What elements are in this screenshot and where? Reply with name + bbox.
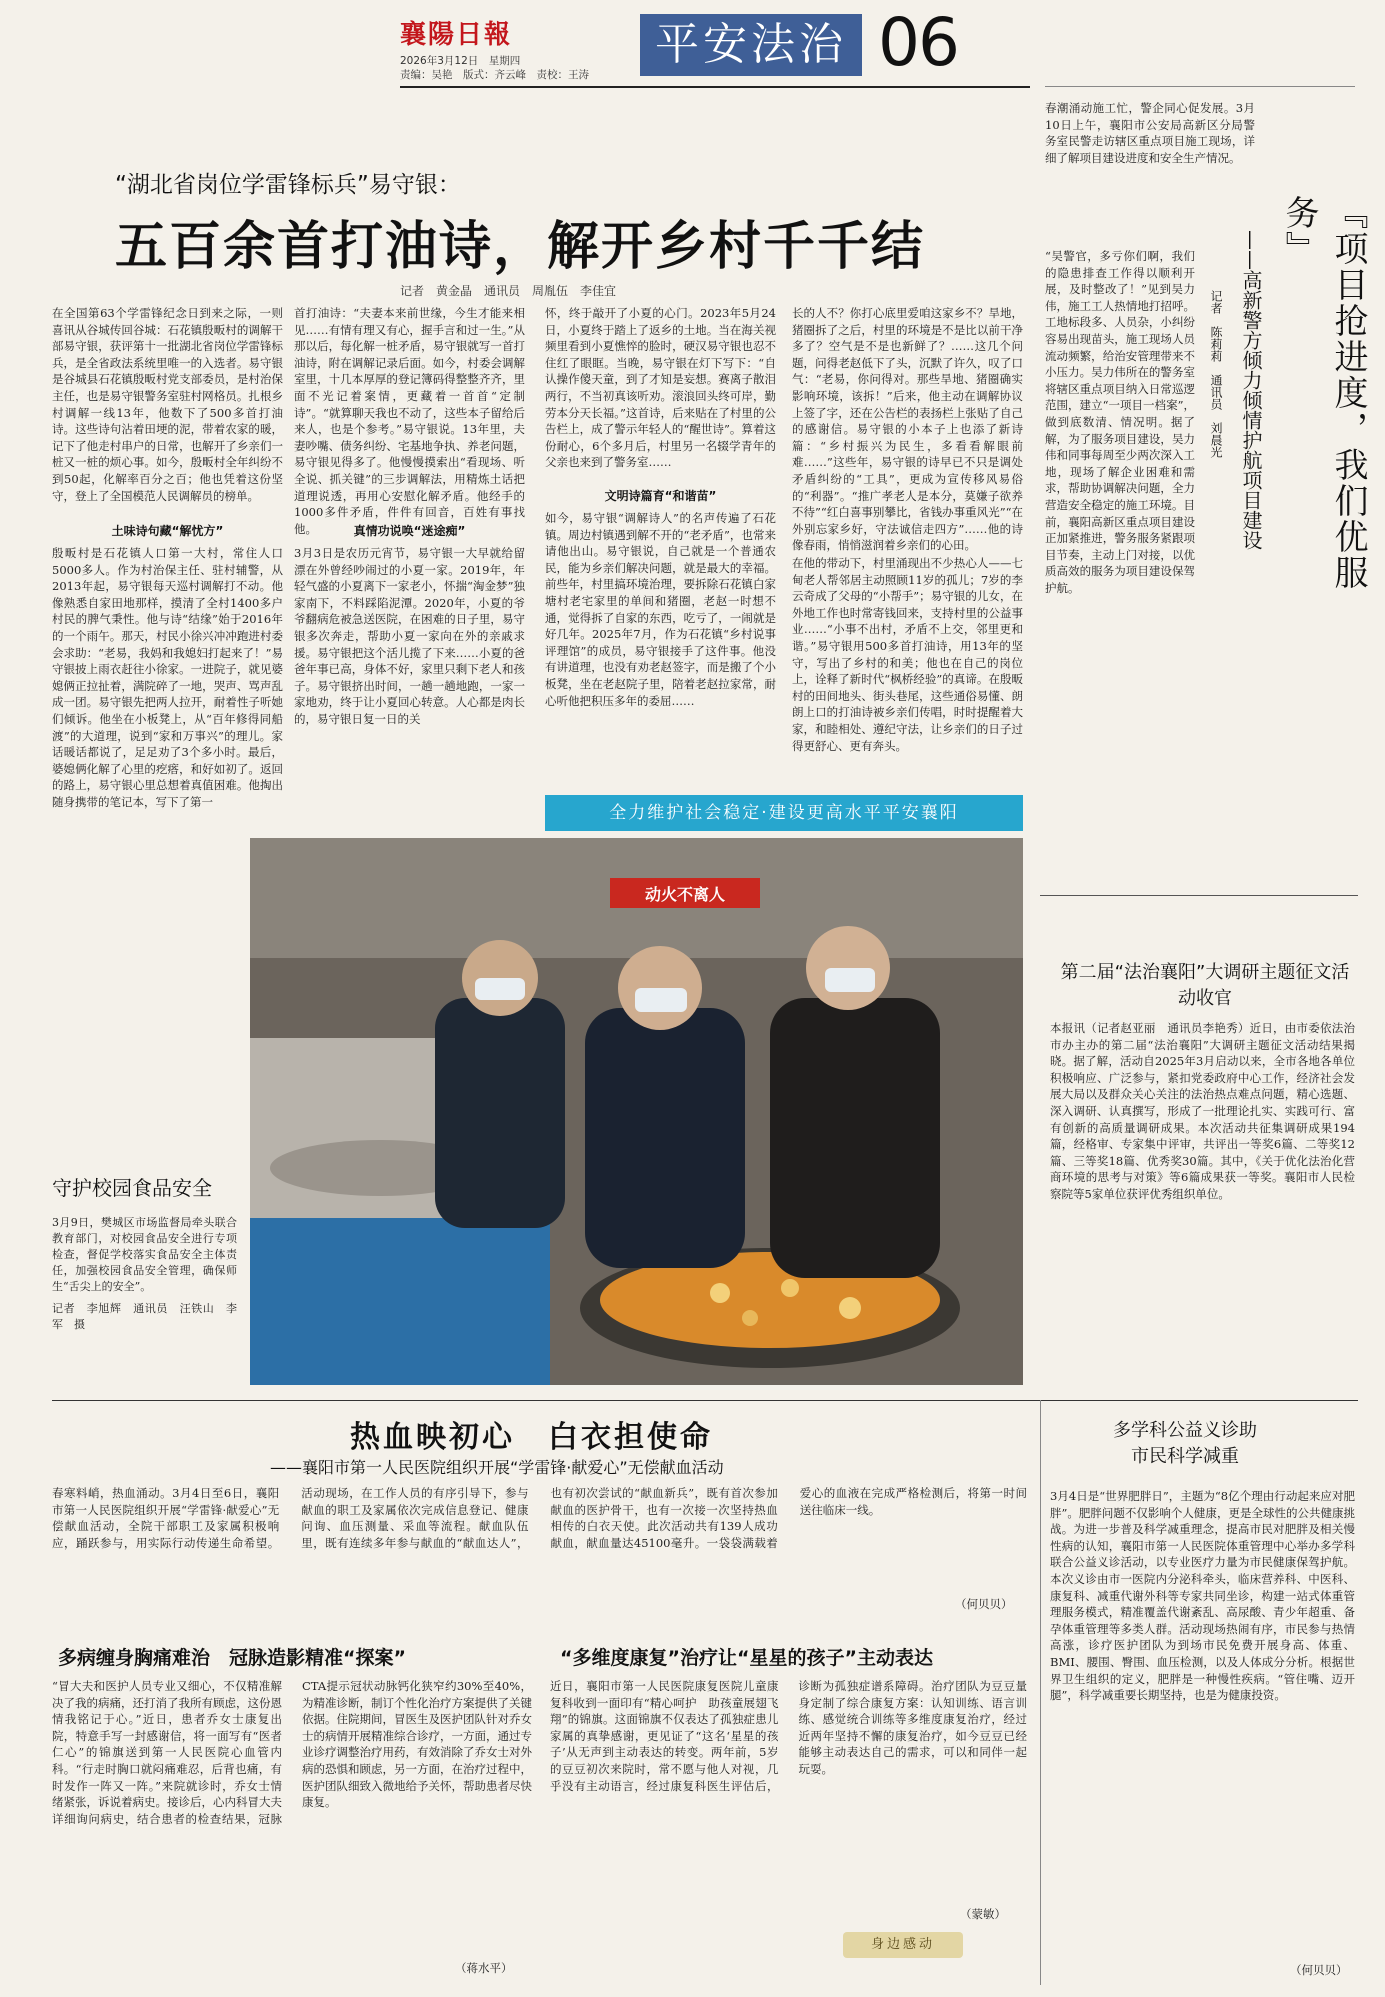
lead-body: 在他的带动下，村里涌现出不少热心人——七甸老人帮邻居主动照顾11岁的孤儿；7岁的李云奇成了父母的“小帮手”；易守银的儿女，在外地工作也时常寄钱回来，支持村里的公益事业……“小事不出村，矛盾不上交，邻里更和谐。”易守银用500多首打油诗，用13年的坚守，写出了乡村的和美；他也在自己的岗位上，诠释了新时代“枫桥经验”的真谛。在殷畈村的田间地头、街头巷尾，这些通俗易懂、朗朗上口的打油诗被乡亲们传唱，时时提醒着大家，和睦相处、遵纪守法，让乡亲们的日子过得更舒心、更有奔头。 bbox=[792, 556, 1023, 753]
blood-drive-subtitle: ——襄阳市第一人民医院组织开展“学雷锋·献爱心”无偿献血活动 bbox=[270, 1458, 724, 1477]
blood-drive-credit: （何贝贝） bbox=[955, 1597, 1013, 1611]
rehab-story-body: 近日，襄阳市第一人民医院康复医院儿童康复科收到一面印有“精心呵护 助孩童展翅飞翔”的锦旗。这面锦旗不仅表达了孤独症患儿家属的真挚感谢，更见证了“这名‘星星的孩子’从无声到主动表达的转变。两年前，5岁的豆豆初次来院时，常不愿与他人对视，几乎没有主动语言，经过康复科医生评估后，诊断为孤独症谱系障碍。治疗团队为豆豆量身定制了综合康复方案：认知训练、语言训练、感觉统合训练等多维度康复治疗，经过近两年坚持不懈的康复治疗，如今豆豆已经能够主动表达自己的需求，可以和同伴一起玩耍。 bbox=[550, 1679, 1027, 1793]
blood-drive-body: 春寒料峭，热血涌动。3月4日至6日，襄阳市第一人民医院组织开展“学雷锋·献爱心”无偿献血活动，全院干部职工及家属积极响应，踊跃参与，用实际行动传递生命希望。活动现场，在工作人员的有序引导下，参与献血的职工及家属依次完成信息登记、健康问询、血压测量、采血等流程。献血队伍里，既有连续多年参与献血的“献血达人”，也有初次尝试的“献血新兵”，既有首次参加献血的医护骨干，也有一次接一次坚持热血相传的白衣天使。此次活动共有139人成功献血，献血量达45100毫升。一袋袋满载着爱心的血液在完成严格检测后，将第一时间送往临床一线。 bbox=[52, 1486, 1027, 1550]
right-story-intro: 春潮涌动施工忙，警企同心促发展。3月10日上午，襄阳市公安局高新区分局警务室民警走访辖区重点项目施工现场，详细了解项目建设进度和安全生产情况。 bbox=[1045, 101, 1255, 165]
issue-meta bbox=[400, 54, 589, 82]
right-story-title: 『项目抢进度，我们优服务』 bbox=[1279, 195, 1368, 591]
blood-drive-title: 热血映初心 白衣担使命 bbox=[350, 1420, 713, 1455]
lead-body: 在全国第63个学雷锋纪念日到来之际，一则喜讯从谷城传回谷城：石花镇殷畈村的调解干部易守银，获评第十一批湖北省岗位学雷锋标兵，是全省政法系统里唯一的入选者。易守银是谷城县石花镇殷畈村党支部委员，是村治保主任，也是易守银警务室驻村网格员。扎根乡村调解一线13年，他数下了500多首打油诗。这些诗句沾着田埂的泥，带着农家的暖，记下了他走村串户的日常，也解开了乡亲们一桩又一桩的烦心事。如今，殷畈村全年纠纷不到50起，化解率百分之百；他也凭着这份坚守，登上了全国模范人民调解员的榜单。 bbox=[52, 306, 283, 503]
page-number: 06 bbox=[878, 4, 958, 81]
photo-caption-block bbox=[52, 1172, 237, 1333]
newspaper-logo: 襄陽日報 bbox=[400, 20, 513, 50]
right-story-credit: 记者 陈莉莉 通讯员 刘晨光 bbox=[1209, 290, 1223, 458]
lead-body: 殷畈村是石花镇人口第一大村，常住人口5000多人。作为村治保主任、驻村辅警，从2013年起，易守银每天巡村调解打不动。他像熟悉自家田地那样，摸清了全村1400多户村民的脾气秉性。他与诗“结缘”始于2016年的一个雨午。那天，村民小徐兴冲冲跑进村委会求助：“老易，我妈和我媳妇打起来了！”易守银披上雨衣赶往小徐家。一进院子，就见婆媳俩正拉扯着，满院碎了一地，哭声、骂声乱成一团。易守银先把两人拉开，耐着性子听她们倾诉。他坐在小板凳上，从“百年修得同船渡”的大道理，说到“家和万事兴”的理儿。家话暖话都说了，足足劝了3个多小时。最后，婆媳俩化解了心里的疙瘩，和好如初了。返回的路上，易守银心里总想着真值困难。他掏出随身携带的笔记本，写下了第一 bbox=[52, 546, 283, 809]
lead-headline: 五百余首打油诗，解开乡村千千结 bbox=[115, 217, 926, 277]
clinic-story-body: 3月4日是“世界肥胖日”，主题为“8亿个理由行动起来应对肥胖”。肥胖问题不仅影响个人健康，更是全球性的公共健康挑战。为进一步普及科学减重理念，提高市民对肥胖及相关慢性病的认知，襄阳市第一人民医院体重管理中心举办多学科联合公益义诊活动，以专业医疗力量为市民健康保驾护航。本次义诊由市一医院内分泌科牵头，临床营养科、中医科、康复科、减重代谢外科等专家共同坐诊，构建一站式体重管理服务模式，精准覆盖代谢紊乱、高尿酸、青少年超重、备孕体重管理等多类人群。活动现场热闹有序，市民参与热情高涨，诊疗医护团队为到场市民免费开展身高、体重、BMI、腰围、臀围、血压检测，以及人体成分分析。根据世界卫生组织的定义，肥胖是一种慢性疾病。“管住嘴、迈开腿”，科学减重要长期坚持，也是为健康投资。 bbox=[1050, 1489, 1355, 1703]
photo-caption-title: 守护校园食品安全 bbox=[52, 1176, 212, 1200]
campaign-banner: 全力维护社会稳定·建设更高水平平安襄阳 bbox=[545, 795, 1023, 831]
right-story-body: “吴警官，多亏你们啊，我们的隐患排查工作得以顺利开展，及时整改了！”见到吴力伟，施工工人热情地打招呼。工地标段多、人员杂，小纠纷容易出现苗头，施工现场人员流动频繁，给治安管理带来不小压力。吴力伟所在的警务室将辖区重点项目纳入日常巡逻范围，建立“一项目一档案”，做到底数清、情况明。据了解，为了服务项目建设，吴力伟和同事每周至少两次深入工地，现场了解企业困难和需求，帮助协调解决问题，全力营造安全稳定的施工环境。目前，襄阳高新区重点项目建设正加紧推进，警务服务紧跟项目节奏，主动上门对接，以优质高效的服务为项目建设保驾护航。 bbox=[1045, 249, 1195, 595]
lead-byline: 记者 黄金晶 通讯员 周胤伍 李佳宜 bbox=[400, 284, 617, 298]
lead-body: 首打油诗：“夫妻本来前世缘，今生才能来相见……有情有理又有心，握手言和过一生。”从那以后，每化解一桩矛盾，易守银就写一首打油诗，附在调解记录后面。如今，村委会调解室里，十几本厚厚的登记簿码得整整齐齐，里面不光记着案情，更藏着一首首“定制诗”。“就算聊天我也不动了，这些本子留给后来人，也是个参考。”易守银说。13年里，夫妻吵嘴、债务纠纷、宅基地争执、养老问题，易守银见得多了。他慢慢摸索出“看现场、听全说、抓关键”的三步调解法，用精炼土话把道理说透，再用心安慰化解矛盾。他经手的1000多件矛盾，件件有回音，百姓有事找他。 bbox=[294, 306, 525, 536]
rehab-story-title: “多维度康复”治疗让“星星的孩子”主动表达 bbox=[560, 1647, 933, 1669]
lead-subhead-1: 土味诗句藏“解忧方” bbox=[111, 524, 224, 538]
clinic-story-title: 多学科公益义诊助市民科学减重 bbox=[1113, 1420, 1257, 1467]
lead-column-4 bbox=[792, 305, 1023, 785]
lead-body: 3月3日是农历元宵节，易守银一大早就给留漂在外曾经吵闹过的小夏一家。2019年，年轻气盛的小夏离下一家老小，怀揣“淘金梦”独家南下，不料踩陷泥潭。2020年，小夏的爷爷翻病危被急送医院，在困难的日子里，易守银多次奔走，帮助小夏一家向在外的亲戚求援。易守银把这个活儿揽了下来……小夏的爸爸年事已高，身体不好，家里只剩下老人和孩子。易守银挤出时间，一趟一趟地跑，一家一家地劝，终于让小夏回心转意。人心都是肉长的，易守银日复一日的关 bbox=[294, 546, 525, 726]
right-story-subtitle: ——高新警方倾力倾情护航项目建设 bbox=[1239, 230, 1263, 550]
masthead-rule-right bbox=[1045, 86, 1355, 87]
column-stamp: 身边感动 bbox=[843, 1932, 963, 1958]
lead-kicker: “湖北省岗位学雷锋标兵”易守银： bbox=[115, 172, 461, 198]
fire-safety-sign: 动火不离人 bbox=[644, 885, 725, 904]
issue-editors: 责编：吴艳 版式：齐云峰 责校：王涛 bbox=[400, 69, 589, 81]
lead-column-3 bbox=[545, 305, 776, 790]
section-title: 平安法治 bbox=[640, 14, 862, 76]
photo-caption-credit: 记者 李旭辉 通讯员 汪铁山 李军 摄 bbox=[52, 1302, 237, 1331]
photo-caption-text: 3月9日，樊城区市场监督局牵头联合教育部门，对校园食品安全进行专项检查，督促学校落实食品安全主体责任，加强校园食品安全管理，确保师生“舌尖上的安全”。 bbox=[52, 1216, 237, 1293]
inspection-photo bbox=[250, 838, 1023, 1385]
lead-column-1 bbox=[52, 305, 283, 815]
lead-column-2 bbox=[294, 305, 525, 815]
rehab-story-credit: （蒙敏） bbox=[960, 1907, 1006, 1921]
cardiology-story-body: “冒大夫和医护人员专业又细心，不仅精准解决了我的病痛，还打消了我所有顾虑，这份恩情我铭记于心。”近日，患者乔女士康复出院，特意手写一封感谢信，将一面写有“医者仁心”的锦旗送到第一人民医院心血管内科。“行走时胸口就闷痛难忍，后背也痛，有时发作一阵又一阵。”来院就诊时，乔女士情绪紧张，诉说着病史。接诊后，心内科冒大夫详细询问病史，结合患者的检查结果，冠脉CTA提示冠状动脉钙化狭窄约30%至40%，为精准诊断，制订个性化治疗方案提供了关键依据。住院期间，冒医生及医护团队针对乔女士的病情开展精准综合诊疗，一方面，通过专业诊疗调整治疗用药，有效消除了乔女士对外病的恐惧和顾虑，另一方面，在治疗过程中，医护团队细致入微地给予关怀，帮助患者尽快康复。 bbox=[52, 1679, 532, 1826]
lead-subhead-2: 真情功说唤“迷途痴” bbox=[353, 524, 466, 538]
lead-body: 如今，易守银“调解诗人”的名声传遍了石花镇。周边村镇遇到解不开的“老矛盾”，也常来请他出山。易守银说，自己就是一个普通农民，能为乡亲们解决问题，就是最大的幸福。前些年，村里搞环境治理，要拆除石花镇白家塘村老宅家里的单间和猪圈，老赵一时想不通，觉得拆了自家的东西，吃亏了，一闹就是好几年。2025年7月，作为石花镇“乡村说事评理馆”的成员，易守银接手了这件事。他没有讲道理，也没有劝老赵签字，而是搬了个小板凳，坐在老赵院子里，陪着老赵拉家常，耐心听他把积压多年的委屈…… bbox=[545, 511, 776, 708]
kitchen-scene-image bbox=[250, 838, 1023, 1385]
essay-body: 本报讯（记者赵亚丽 通讯员李艳秀）近日，由市委依法治市办主办的第二届“法治襄阳”大调研主题征文活动结果揭晓。据了解，活动自2025年3月启动以来，全市各地各单位积极响应、广泛参与，紧扣党委政府中心工作，经济社会发展大局以及群众关心关注的法治热点难点问题，精心选题、深入调研、认真撰写，形成了一批理论扎实、实践可行、富有创新的高质量调研成果。本次活动共征集调研成果194篇，经格审、专家集中评审，共评出一等奖6篇、二等奖12篇、三等奖18篇、优秀奖30篇。其中，《关于优化法治化营商环境的思考与对策》等6篇成果获一等奖。襄阳市人民检察院等5家单位获评优秀组织单位。 bbox=[1050, 1021, 1355, 1201]
lead-body: 长的人不？你打心底里爱咱这家乡不？旱地，猪圈拆了之后，村里的环境是不是比以前干净多了？空气是不是也新鲜了？……这几个问题，问得老赵低下了头，沉默了许久，叹了口气：“老易，你问得对。那些旱地、猪圈确实影响环境，该拆！”后来，他主动在调解协议上签了字，还在公告栏的表扬栏上张贴了自己的感谢信。易守银的小本子上也添了新诗篇：“乡村振兴为民生，多看看解眼前难……”这些年，易守银的诗早已不只是调处矛盾纠纷的“工具”，更成为宣传移风易俗的“利器”。“推广孝老人是本分，莫嫌子欲养不待”“红白喜事别攀比，省钱办事重风光”“在外别忘家乡好，守法诚信走四方”……他的诗像春雨，悄悄滋润着乡亲们的心田。 bbox=[792, 306, 1023, 553]
lead-subhead-3: 文明诗篇育“和谐苗” bbox=[604, 489, 717, 503]
issue-date: 2026年3月12日 星期四 bbox=[400, 55, 521, 67]
section-divider bbox=[52, 1400, 1358, 1401]
cardiology-story-title: 多病缠身胸痛难治 冠脉造影精准“探案” bbox=[58, 1647, 406, 1669]
clinic-story-credit: （何贝贝） bbox=[1290, 1963, 1348, 1977]
masthead-rule bbox=[400, 86, 1030, 88]
cardiology-story-credit: （蒋水平） bbox=[455, 1961, 513, 1975]
essay-title: 第二届“法治襄阳”大调研主题征文活动收官 bbox=[1060, 962, 1350, 1009]
column-divider bbox=[1040, 1400, 1041, 1985]
lead-body: 怀，终于敲开了小夏的心门。2023年5月24日，小夏终于踏上了返乡的土地。当在海关视频里看到小夏憔悴的脸时，硬汉易守银也忍不住红了眼眶。当晚，易守银在灯下写下：“自认操作傻天童，到了才知是妄想。赛离子散泪两行，不当初真该听劝。滚浪回头终可岸，勤劳本分天长福。”这首诗，后来贴在了村里的公告栏上，成了警示年轻人的“醒世诗”。算着这份耐心，6个多月后，村里另一名辍学青年的父亲也来到了警务室…… bbox=[545, 306, 776, 470]
divider bbox=[1040, 895, 1358, 896]
